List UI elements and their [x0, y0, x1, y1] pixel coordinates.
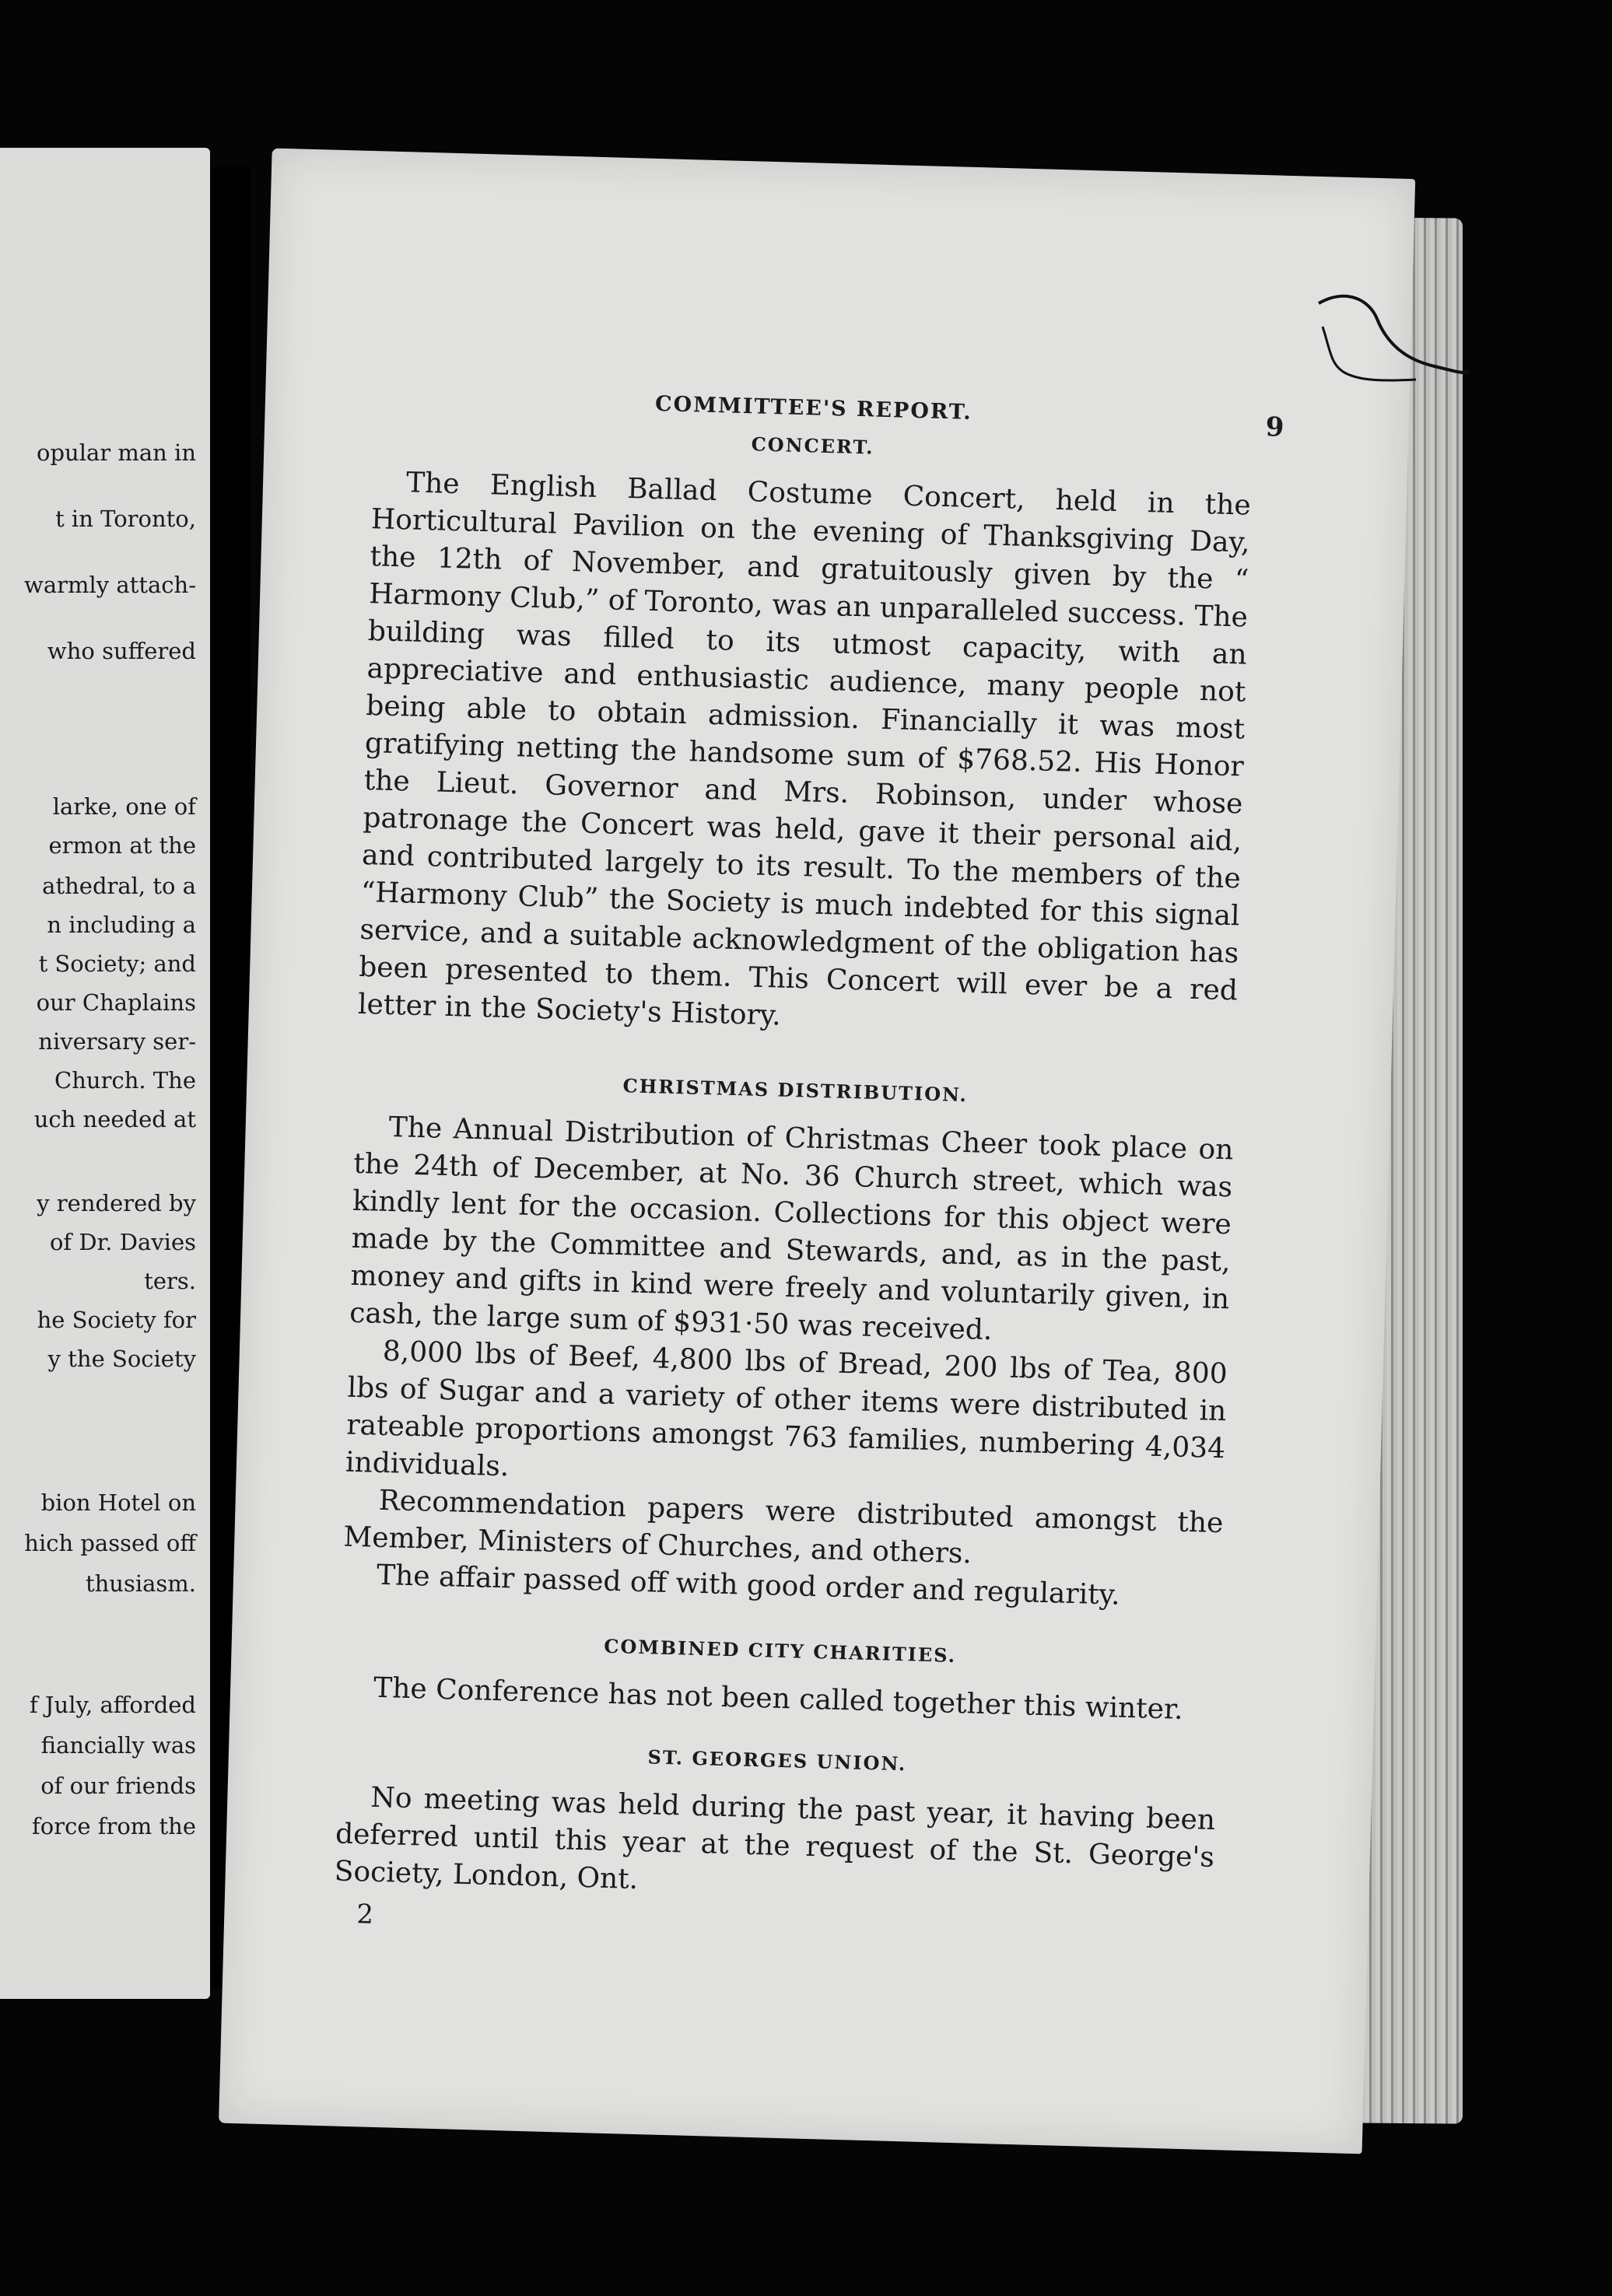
paragraph: The Annual Distribution of Christmas Cheer took place on the 24th of December, at No. 36 Church street, which was kindly lent for the occasion. Collections for this object were made by the Committee and Stewards, and, as in the past, money and gifts in kind were freely and voluntarily given, in cash, the large sum of $931·50 was received.	[349, 1111, 1234, 1347]
paragraph: No meeting was held during the past year, it having been deferred until this year at the request of the St. George's Society, London, Ont.	[334, 1781, 1216, 1896]
section-st-georges-union	[334, 1738, 1217, 1914]
bookmark-string-icon	[1315, 280, 1470, 404]
left-page-line: ters.	[144, 1268, 196, 1294]
left-page-line: uch needed at	[33, 1106, 196, 1132]
section-christmas-distribution	[342, 1067, 1235, 1617]
left-page-line: f July, afforded	[29, 1692, 196, 1718]
left-page-line: ermon at the	[48, 832, 196, 859]
running-head: COMMITTEE'S REPORT.	[654, 391, 973, 425]
page-number: 9	[1265, 411, 1285, 443]
page-content	[333, 384, 1285, 1953]
section-concert	[357, 422, 1252, 1047]
left-page-line: our Chaplains	[36, 989, 196, 1016]
left-page-line: y rendered by	[37, 1190, 196, 1216]
left-page-line: hich passed off	[24, 1530, 196, 1556]
signature-mark: 2	[356, 1899, 374, 1930]
section-title: CHRISTMAS DISTRIBUTION.	[622, 1074, 969, 1107]
section-title: COMBINED CITY CHARITIES.	[603, 1634, 957, 1667]
left-page-line: thusiasm.	[85, 1570, 196, 1597]
left-page-line: of Dr. Davies	[49, 1229, 196, 1255]
left-page-line: opular man in	[37, 439, 196, 466]
paragraph: The English Ballad Costume Concert, held in the Horticultural Pavilion on the evening of Thanksgiving Day, the 12th of November, and gratuitously given by the “ Harmony Club,” of Toronto, was an unparalleled success. The building was filled to its utmost capacity, with an appreciative and enthusiastic audience, many people not being able to obtain admission. Financially it was most gratifying netting the handsome sum of $768.52. His Honor the Lieut. Governor and Mrs. Robinson, under whose patronage the Concert was held, gave it their personal aid, and contributed largely to its result. To the members of the “Harmony Club” the Society is much indebted for this signal service, and a suitable acknowledgment of the obligation has been presented to them. This Concert will ever be a red letter in the Society's History.	[357, 467, 1252, 1032]
left-page-line: bion Hotel on	[40, 1489, 196, 1516]
left-page	[0, 148, 210, 1999]
left-page-line: force from the	[32, 1813, 196, 1839]
paragraph: 8,000 lbs of Beef, 4,800 lbs of Bread, 200 lbs of Tea, 800 lbs of Sugar and a variety of other items were distributed in rateable proportions amongst 763 families, numbering 4,034 individuals.	[345, 1335, 1228, 1483]
right-page	[219, 148, 1415, 2154]
left-page-line: larke, one of	[52, 793, 196, 820]
left-page-line: Church. The	[54, 1067, 196, 1094]
paragraph: The affair passed off with good order and regularity.	[376, 1559, 1121, 1612]
left-page-line: who suffered	[47, 638, 196, 664]
paragraph: Recommendation papers were distributed amongst the Member, Ministers of Churches, and others.	[342, 1484, 1224, 1570]
paragraph: The Conference has not been called together this winter.	[373, 1671, 1184, 1726]
left-page-line: t Society; and	[38, 950, 196, 977]
left-page-line: of our friends	[40, 1773, 196, 1799]
left-page-line: y the Society	[47, 1346, 196, 1372]
left-page-line: niversary ser-	[38, 1028, 196, 1055]
left-page-line: t in Toronto,	[55, 506, 196, 532]
left-page-line: he Society for	[37, 1307, 196, 1333]
left-page-line: n including a	[47, 912, 196, 938]
section-title: ST. GEORGES UNION.	[647, 1745, 907, 1776]
section-combined-city-charities	[339, 1628, 1220, 1731]
left-page-line: warmly attach-	[24, 572, 196, 598]
left-page-line: fiancially was	[40, 1732, 196, 1759]
section-title: CONCERT.	[751, 432, 875, 459]
left-page-line: athedral, to a	[42, 873, 196, 899]
